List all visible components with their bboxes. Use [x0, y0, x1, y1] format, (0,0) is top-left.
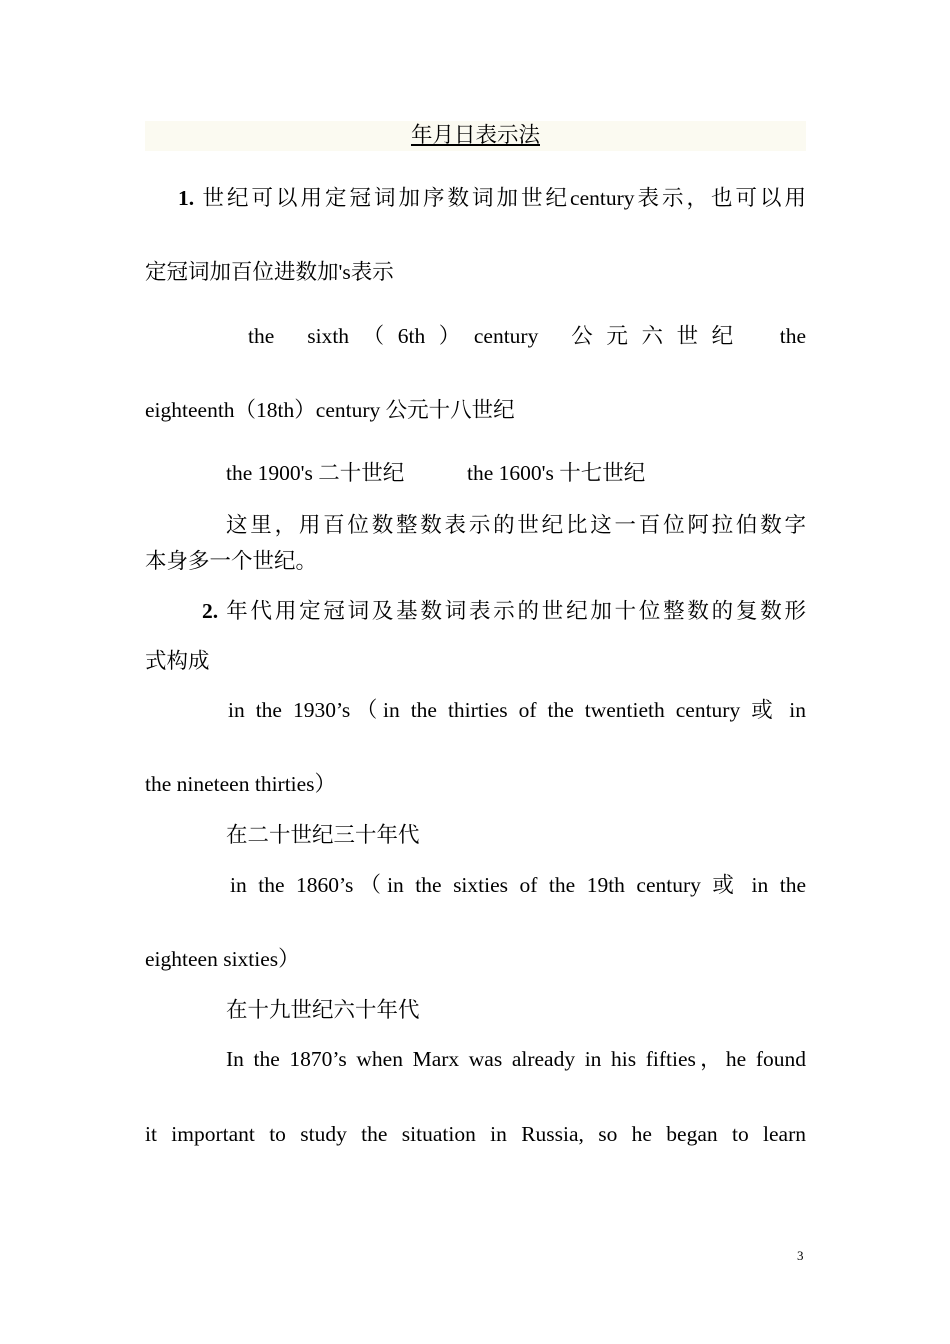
section1-example2-b: the 1600's 十七世纪	[467, 461, 646, 485]
section2-example1-chinese: 在二十世纪三十年代	[226, 823, 420, 847]
section1-example2	[145, 458, 806, 488]
page-number: 3	[797, 1248, 804, 1263]
section2-example1-line1: in the 1930’s（in the thirties of the twentieth century 或 in	[228, 698, 806, 722]
section2-number: 2.	[202, 599, 219, 623]
section1-note-line2: 本身多一个世纪。	[145, 549, 318, 573]
section1-text-line2: 定冠词加百位进数加's表示	[145, 260, 394, 284]
section1-note-line1: 这里，用百位数整数表示的世纪比这一百位阿拉伯数字	[226, 513, 806, 537]
section2-example3-line1: In the 1870’s when Marx was already in his fifties，he found	[226, 1047, 806, 1071]
page-title: 年月日表示法	[410, 123, 540, 148]
section1-example1-line1: the sixth（6th）century 公元六世纪 the	[248, 324, 806, 348]
section2-example2-line1: in the 1860’s（in the sixties of the 19th century 或 in the	[230, 873, 806, 897]
section2-example2-line2: eighteen sixties）	[145, 947, 300, 971]
section2-text-line1: 年代用定冠词及基数词表示的世纪加十位整数的复数形	[226, 599, 806, 623]
section2-example3-line2: it important to study the situation in Russia, so he began to learn	[145, 1122, 806, 1146]
section2-example1-line2: the nineteen thirties）	[145, 772, 337, 796]
section2-text-line2: 式构成	[145, 649, 210, 673]
section1-example1-line2: eighteenth（18th）century 公元十八世纪	[145, 398, 515, 422]
section1-line1	[145, 183, 806, 213]
section2-example2-chinese: 在十九世纪六十年代	[226, 998, 420, 1022]
section2-line1	[145, 596, 806, 626]
section1-number: 1.	[178, 186, 195, 210]
section1-text-line1: 世纪可以用定冠词加序数词加世纪century表示，也可以用	[202, 186, 807, 210]
section1-example2-a: the 1900's 二十世纪	[226, 461, 405, 485]
